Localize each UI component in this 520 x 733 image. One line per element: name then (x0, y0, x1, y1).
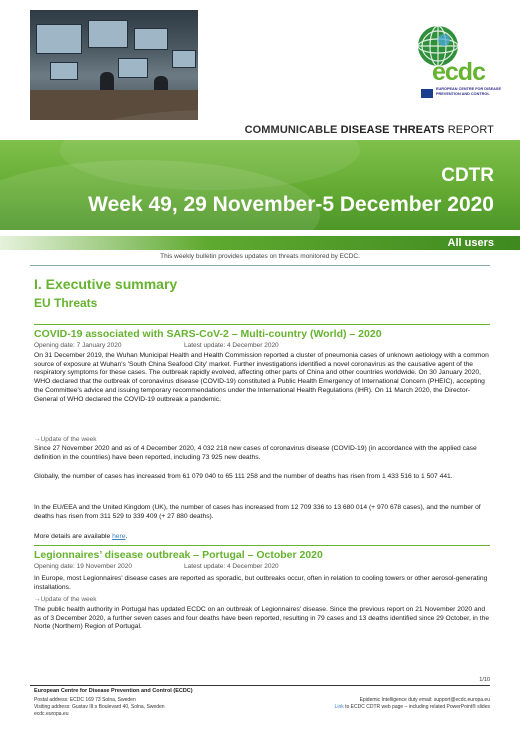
covid-more-details (34, 533, 490, 542)
report-title-rest: REPORT (444, 124, 494, 136)
header-photo (30, 10, 198, 120)
banner-week: Week 49, 29 November-5 December 2020 (88, 193, 494, 216)
audience-label: All users (447, 237, 494, 249)
legionnaires-latest-update: Latest update: 4 December 2020 (184, 563, 279, 570)
covid-update-p3: In the EU/EEA and the United Kingdom (UK), the number of cases has increased from 12 709 336 to 13 680 014 (+ 970 678 cases), and the number of deaths has risen from 311 529 to 339 409 (+ 27 880 deaths). (34, 504, 481, 520)
section-divider (34, 324, 490, 325)
ecdc-logo-text: ecdc (432, 58, 485, 86)
legionnaires-title: Legionnaires’ disease outbreak – Portugal – October 2020 (34, 549, 323, 561)
more-details-prefix: More details are available (34, 533, 113, 540)
covid-opening-date: Opening date: 7 January 2020 (34, 342, 122, 349)
legionnaires-intro: In Europe, most Legionnaires' disease cases are reported as sporadic, but outbreaks occur, often in relation to cooling towers or other aerosol-generating installations. (34, 575, 488, 591)
covid-update-p1: Since 27 November 2020 and as of 4 December 2020, 4 032 218 new cases of coronavirus disease (COVID-19) (in accordance with the applied case definition in the countries) have been reported, including 73 925 new deaths. (34, 445, 477, 461)
section-heading: I. Executive summary (34, 276, 178, 292)
ecdc-logo-subtitle: EUROPEAN CENTRE FOR DISEASE PREVENTION AND CONTROL (436, 87, 501, 96)
covid-update-label: →Update of the week (34, 436, 97, 443)
banner-code: CDTR (441, 165, 494, 186)
report-title-bold: COMMUNICABLE DISEASE THREATS (244, 124, 445, 136)
more-details-link[interactable]: here (112, 533, 126, 540)
subsection-heading: EU Threats (34, 296, 98, 310)
legionnaires-update-label: →Update of the week (34, 596, 97, 603)
divider (30, 265, 490, 266)
audience-bar (0, 236, 520, 250)
legionnaires-opening-date: Opening date: 19 November 2020 (34, 563, 132, 570)
footer-link[interactable]: Link (334, 704, 344, 710)
covid-latest-update: Latest update: 4 December 2020 (184, 342, 279, 349)
more-details-suffix: . (125, 533, 128, 540)
legionnaires-dates (34, 563, 279, 570)
page-number: 1/10 (479, 677, 490, 683)
section-divider (34, 545, 490, 546)
footer-email[interactable]: Epidemic Intelligence duty email: support@ecdc.europa.eu (359, 697, 490, 703)
footer-web[interactable]: ecdc.europa.eu (34, 711, 69, 717)
bulletin-subtitle: This weekly bulletin provides updates on threats monitored by ECDC. (160, 253, 360, 260)
footer-visiting: Visiting address: Gustav III:s Boulevard 40, Solna, Sweden (34, 704, 165, 710)
footer-postal: Postal address: ECDC 169 73 Solna, Sweden (34, 697, 136, 703)
footer-link-text: to ECDC CDTR web page – including related PowerPoint® slides (343, 704, 490, 710)
covid-intro: On 31 December 2019, the Wuhan Municipal Health and Health Commission reported a cluster of pneumonia cases of unknown aetiology with a common source of exposure at Wuhan's 'South China Seafood City' market. Further investigations identified a novel coronavirus as the causative agent of the respiratory symptoms for these cases. The outbreak rapidly evolved, affecting other parts of China and other countries worldwide. On 30 January 2020, WHO declared that the outbreak of coronavirus disease (COVID-19) constituted a Public Health Emergency of International Concern (PHEIC), accepting the Committee's advice and issuing temporary recommendations under the International Health Regulations (IHR). On 11 March 2020, the Director-General of WHO declared the COVID-19 outbreak a pandemic. (34, 352, 489, 403)
footer-org: European Centre for Disease Prevention and Control (ECDC) (34, 688, 193, 694)
footer-divider (30, 685, 490, 686)
legionnaires-update-p1: The public health authority in Portugal has updated ECDC on an outbreak of Legionnaires' disease. Since the previous report on 21 November 2020 and as of 3 December 2020, a further seven cases and four deaths have been reported, resulting in 79 cases and 13 deaths identified since 29 October, in the Norte (Northern) Region of Portugal. (34, 606, 490, 631)
covid-title: COVID-19 associated with SARS-CoV-2 – Multi-country (World) – 2020 (34, 328, 382, 340)
eu-flag-icon (421, 89, 433, 98)
footer-link-line (335, 704, 490, 710)
covid-dates (34, 342, 279, 349)
covid-update-p2: Globally, the number of cases has increased from 61 079 040 to 65 111 258 and the number of deaths has risen from 1 433 516 to 1 507 441. (34, 473, 453, 480)
